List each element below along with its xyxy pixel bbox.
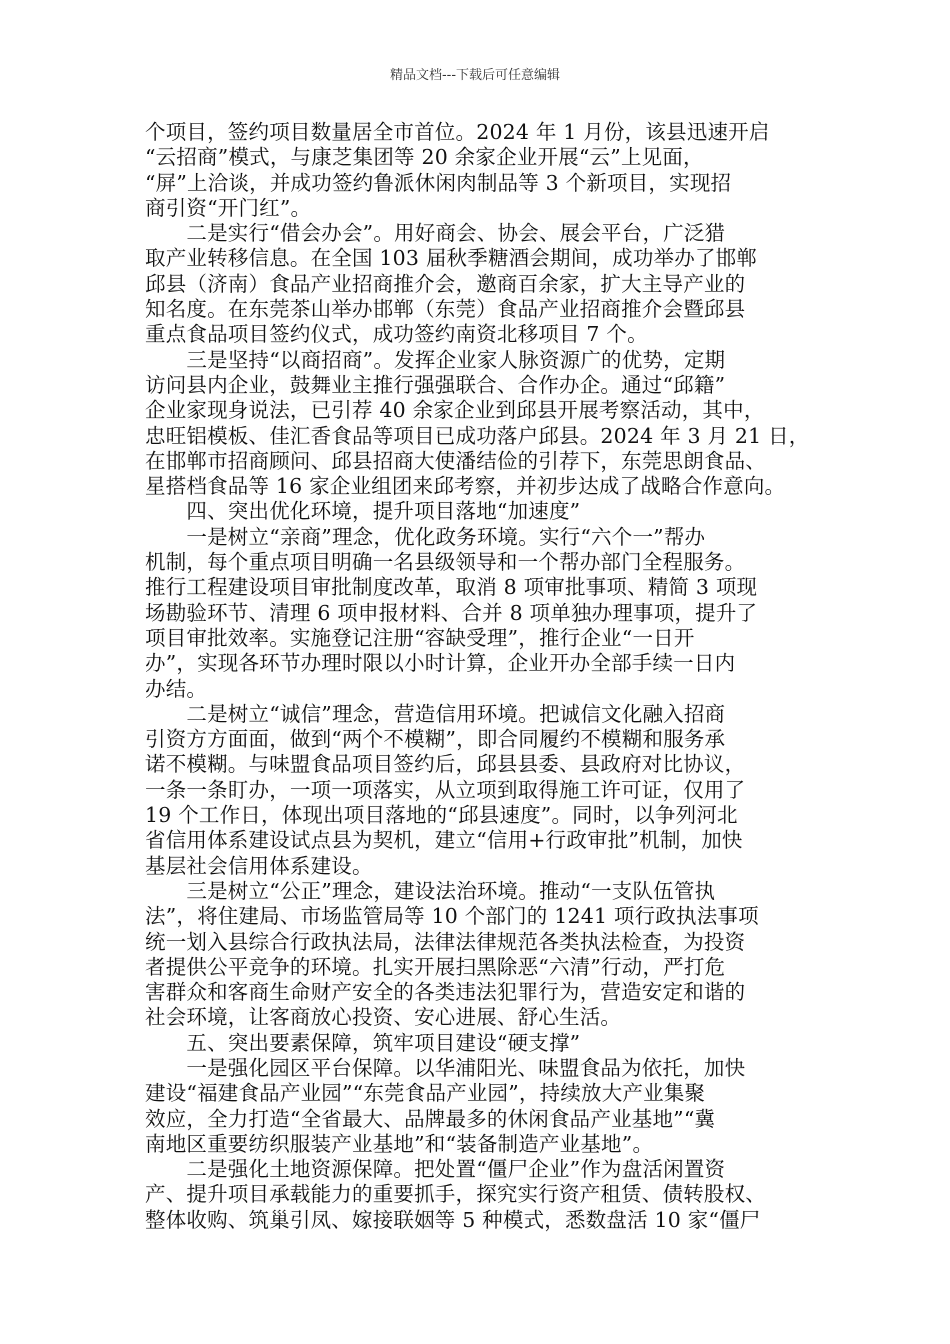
text-line: 二是树立“诚信”理念，营造信用环境。把诚信文化融入招商: [145, 701, 726, 726]
text-line: 机制，每个重点项目明确一名县级领导和一个帮办部门全程服务。: [145, 550, 746, 575]
text-line: 产、提升项目承载能力的重要抓手，探究实行资产租赁、债转股权、: [145, 1182, 766, 1207]
text-line: 省信用体系建设试点县为契机，建立“信用+行政审批”机制，加快: [145, 828, 743, 853]
text-line: 重点食品项目签约仪式，成功签约南资北移项目 7 个。: [145, 322, 648, 347]
text-line: 害群众和客商生命财产安全的各类违法犯罪行为，营造安定和谐的: [145, 980, 746, 1005]
text-line: 南地区重要纺织服装产业基地”和“装备制造产业基地”。: [145, 1131, 654, 1156]
text-line: 四、突出优化环境，提升项目落地“加速度”: [145, 499, 581, 524]
text-line: 统一划入县综合行政执法局，法律法律规范各类执法检查，为投资: [145, 929, 746, 954]
text-line: 忠旺铝模板、佳汇香食品等项目已成功落户邱县。2024 年 3 月 21 日，: [145, 423, 810, 448]
text-line: 星搭档食品等 16 家企业组团来邱考察，并初步达成了战略合作意向。: [145, 474, 786, 499]
text-line: 在邯郸市招商顾问、邱县招商大使潘结俭的引荐下，东莞思朗食品、: [145, 448, 766, 473]
text-line: 诺不模糊。与味盟食品项目签约后，邱县县委、县政府对比协议，: [145, 752, 746, 777]
document-body: [145, 120, 810, 1233]
text-line: 推行工程建设项目审批制度改革，取消 8 项审批事项、精简 3 项现: [145, 575, 758, 600]
text-line: 五、突出要素保障，筑牢项目建设“硬支撑”: [145, 1030, 581, 1055]
text-line: 访问县内企业，鼓舞业主推行强强联合、合作办企。通过“邱籍”: [145, 372, 726, 397]
text-line: 取产业转移信息。在全国 103 届秋季糖酒会期间，成功举办了邯郸: [145, 246, 758, 271]
text-line: “屏”上洽谈，并成功签约鲁派休闲肉制品等 3 个新项目，实现招: [145, 170, 732, 195]
text-line: 法”，将住建局、市场监管局等 10 个部门的 1241 项行政执法事项: [145, 904, 759, 929]
text-line: 三是树立“公正”理念，建设法治环境。推动“一支队伍管执: [145, 878, 716, 903]
text-line: 邱县（济南）食品产业招商推介会，邀商百余家，扩大主导产业的: [145, 271, 746, 296]
text-line: 建设“福建食品产业园”“东莞食品产业园”，持续放大产业集聚: [145, 1081, 706, 1106]
text-line: 效应，全力打造“全省最大、品牌最多的休闲食品产业基地”“冀: [145, 1106, 716, 1131]
text-line: “云招商”模式，与康芝集团等 20 余家企业开展“云”上见面，: [145, 145, 704, 170]
text-line: 知名度。在东莞茶山举办邯郸（东莞）食品产业招商推介会暨邱县: [145, 297, 746, 322]
text-line: 社会环境，让客商放心投资、安心进展、舒心生活。: [145, 1005, 622, 1030]
text-line: 二是强化土地资源保障。把处置“僵尸企业”作为盘活闲置资: [145, 1157, 726, 1182]
text-line: 者提供公平竞争的环境。扎实开展扫黑除恶“六清”行动，严打危: [145, 954, 726, 979]
text-line: 基层社会信用体系建设。: [145, 853, 373, 878]
text-line: 项目审批效率。实施登记注册“容缺受理”，推行企业“一日开: [145, 625, 695, 650]
text-line: 场勘验环节、清理 6 项申报材料、合并 8 项单独办理事项，提升了: [145, 600, 758, 625]
text-line: 办结。: [145, 676, 208, 701]
text-line: 三是坚持“以商招商”。发挥企业家人脉资源广的优势，定期: [145, 347, 726, 372]
text-line: 个项目，签约项目数量居全市首位。2024 年 1 月份，该县迅速开启: [145, 120, 770, 144]
text-line: 一是强化园区平台保障。以华浦阳光、味盟食品为依托，加快: [145, 1055, 746, 1080]
text-line: 整体收购、筑巢引凤、嫁接联姻等 5 种模式，悉数盘活 10 家“僵尸: [145, 1207, 761, 1232]
text-line: 二是实行“借会办会”。用好商会、协会、展会平台，广泛猎: [145, 221, 726, 246]
text-line: 引资方方面面，做到“两个不模糊”，即合同履约不模糊和服务承: [145, 727, 726, 752]
text-line: 企业家现身说法，已引荐 40 余家企业到邱县开展考察活动，其中，: [145, 398, 765, 423]
text-line: 一条一条盯办，一项一项落实，从立项到取得施工许可证，仅用了: [145, 777, 746, 802]
page-header-note: 精品文档---下载后可任意编辑: [389, 68, 561, 83]
text-line: 办”，实现各环节办理时限以小时计算，企业开办全部手续一日内: [145, 651, 736, 676]
text-line: 一是树立“亲商”理念，优化政务环境。实行“六个一”帮办: [145, 524, 706, 549]
text-line: 19 个工作日，体现出项目落地的“邱县速度”。同时，以争列河北: [145, 803, 738, 828]
text-line: 商引资“开门红”。: [145, 195, 312, 220]
